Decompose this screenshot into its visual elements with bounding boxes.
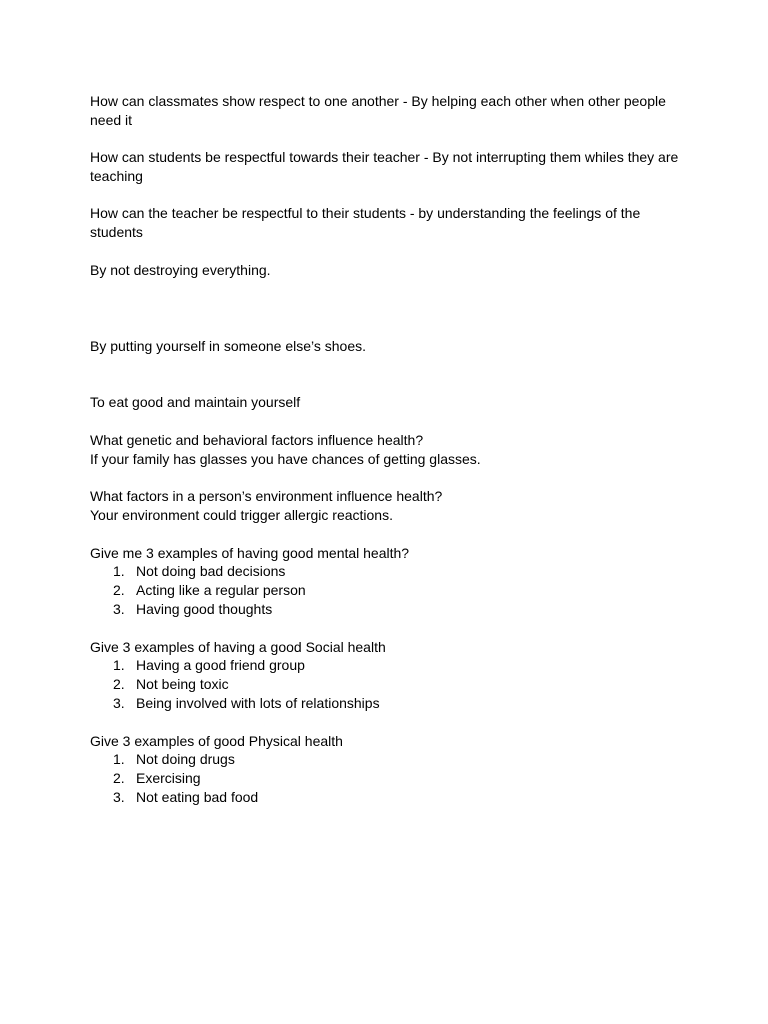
list-item xyxy=(0,675,768,694)
paragraph-2-line-1: How can students be respectful towards their teacher - By not interrupting them whiles they are xyxy=(90,149,679,165)
list-number: 2. xyxy=(113,582,125,598)
list-item-text: Exercising xyxy=(136,770,201,786)
list-number: 3. xyxy=(113,601,125,617)
list-number: 1. xyxy=(113,657,125,673)
paragraph-1-line-1: How can classmates show respect to one another - By helping each other when other people xyxy=(90,93,666,109)
paragraph-8-line-2: Your environment could trigger allergic reactions. xyxy=(90,507,393,523)
list-item-text: Acting like a regular person xyxy=(136,582,306,598)
list-1-heading: Give me 3 examples of having good mental health? xyxy=(90,545,410,561)
list-number: 3. xyxy=(113,789,125,805)
list-number: 3. xyxy=(113,695,125,711)
list-item xyxy=(0,581,768,600)
list-number: 2. xyxy=(113,770,125,786)
paragraph-1-line-2: need it xyxy=(90,112,133,128)
list-number: 1. xyxy=(113,751,125,767)
list-item-text: Having good thoughts xyxy=(136,601,273,617)
paragraph-3-line-1: How can the teacher be respectful to their students - by understanding the feelings of the xyxy=(90,205,641,221)
list-2-heading: Give 3 examples of having a good Social health xyxy=(90,639,386,655)
list-item xyxy=(0,769,768,788)
list-item xyxy=(0,694,768,713)
paragraph-7-line-2: If your family has glasses you have chances of getting glasses. xyxy=(90,451,481,467)
paragraph-8-line-1: What factors in a person’s environment influence health? xyxy=(90,488,443,504)
list-3-heading: Give 3 examples of good Physical health xyxy=(90,733,343,749)
paragraph-3-line-2: students xyxy=(90,224,143,240)
paragraph-6-line-1: To eat good and maintain yourself xyxy=(90,394,301,410)
list-item xyxy=(0,788,768,807)
paragraph-7-line-1: What genetic and behavioral factors influence health? xyxy=(90,432,424,448)
list-number: 1. xyxy=(113,563,125,579)
paragraph-4-line-1: By not destroying everything. xyxy=(90,262,271,278)
list-item-text: Not being toxic xyxy=(136,676,229,692)
list-item-text: Being involved with lots of relationships xyxy=(136,695,380,711)
list-item xyxy=(0,750,768,769)
list-item-text: Not doing drugs xyxy=(136,751,235,767)
list-number: 2. xyxy=(113,676,125,692)
list-item-text: Not doing bad decisions xyxy=(136,563,286,579)
list-item xyxy=(0,656,768,675)
paragraph-5-line-1: By putting yourself in someone else’s shoes. xyxy=(90,338,367,354)
list-item-text: Not eating bad food xyxy=(136,789,259,805)
paragraph-2-line-2: teaching xyxy=(90,168,143,184)
list-item xyxy=(0,600,768,619)
list-item-text: Having a good friend group xyxy=(136,657,305,673)
list-item xyxy=(0,562,768,581)
